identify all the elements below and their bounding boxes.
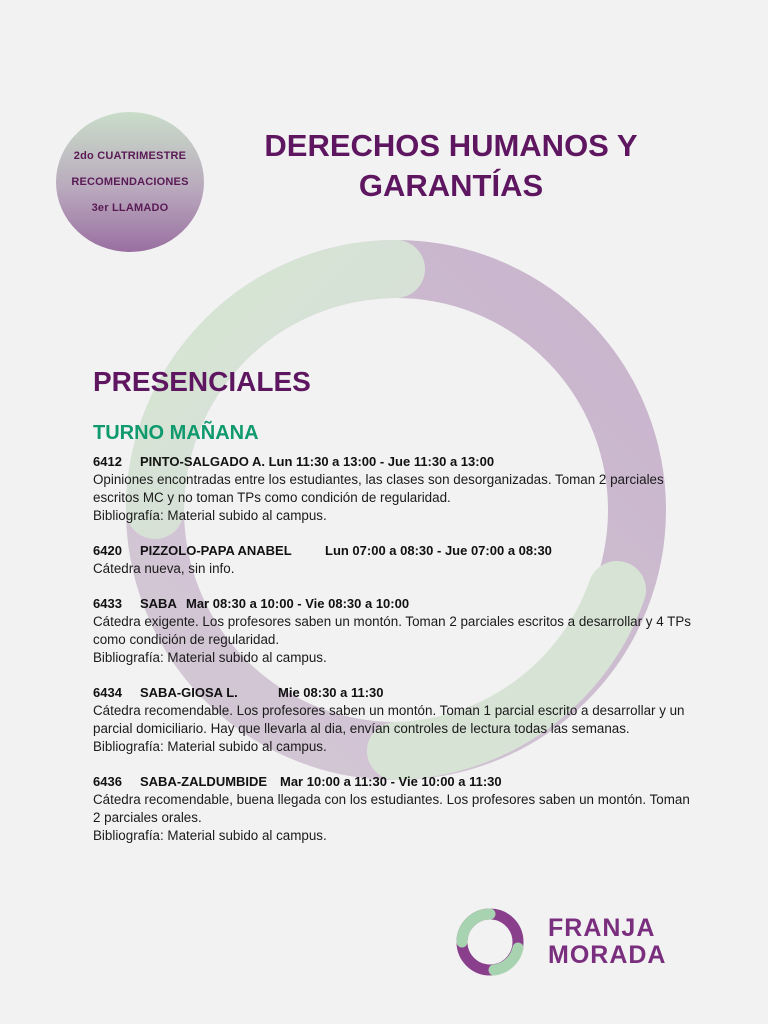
badge-line-2: RECOMENDACIONES [71,176,189,188]
course-comments: Cátedra recomendable. Los profesores saben un montón. Toman 1 parcial escrito a desarrollar y un parcial domiciliario. Hay que llevarla al dia, envían controles de lectura todas las semanas. [93,703,685,736]
shift-title: TURNO MAÑANA [93,422,259,444]
course-professor: SABA-GIOSA L. [140,685,238,700]
course-code: 6433 [93,596,122,611]
course-item [93,453,693,525]
semester-badge [56,112,204,252]
page-title [226,126,676,206]
course-comments: Cátedra exigente. Los profesores saben un montón. Toman 2 parciales escritos a desarrollar y 4 TPs como condición de regularidad. [93,614,691,647]
course-item [93,595,693,667]
course-schedule: Lun 11:30 a 13:00 - Jue 11:30 a 13:00 [268,454,495,469]
course-item [93,684,693,756]
course-code: 6434 [93,685,122,700]
section-title: PRESENCIALES [93,366,311,397]
course-description [93,560,693,578]
title-line-2: GARANTÍAS [358,168,544,203]
course-code: 6436 [93,774,122,789]
course-description [93,613,693,667]
course-bibliography: Bibliografía: Material subido al campus. [93,508,327,523]
course-code: 6412 [93,454,122,469]
course-professor: SABA [140,596,177,611]
course-bibliography: Bibliografía: Material subido al campus. [93,650,327,665]
ring-logo-icon [454,906,526,978]
course-professor: SABA-ZALDUMBIDE [140,774,268,789]
logo-line-2: MORADA [548,941,667,969]
badge-line-3: 3er LLAMADO [91,202,169,214]
course-description [93,791,693,845]
course-schedule: Mar 10:00 a 11:30 - Vie 10:00 a 11:30 [280,774,502,789]
course-comments: Cátedra nueva, sin info. [93,561,235,576]
title-line-1: DERECHOS HUMANOS Y [264,128,638,163]
course-schedule: Mar 08:30 a 10:00 - Vie 08:30 a 10:00 [186,596,410,611]
course-schedule: Lun 07:00 a 08:30 - Jue 07:00 a 08:30 [325,543,552,558]
course-list [93,453,693,862]
logo-line-1: FRANJA [548,914,656,942]
badge-line-1: 2do CUATRIMESTRE [73,150,187,162]
course-schedule: Mie 08:30 a 11:30 [278,685,384,700]
logo-text [548,915,667,969]
course-item [93,773,693,845]
course-professor: PIZZOLO-PAPA ANABEL [140,543,292,558]
course-header [93,773,693,791]
course-code: 6420 [93,543,122,558]
course-header [93,684,693,702]
course-header [93,453,693,471]
franja-morada-logo [454,906,667,978]
course-comments: Opiniones encontradas entre los estudiantes, las clases son desorganizadas. Toman 2 parciales escritos MC y no toman TPs como condición de regularidad. [93,472,664,505]
course-header [93,595,693,613]
course-comments: Cátedra recomendable, buena llegada con los estudiantes. Los profesores saben un montón. Toman 2 parciales orales. [93,792,690,825]
course-item [93,542,693,578]
course-professor: PINTO-SALGADO A. [140,454,265,469]
course-bibliography: Bibliografía: Material subido al campus. [93,739,327,754]
course-bibliography: Bibliografía: Material subido al campus. [93,828,327,843]
course-header [93,542,693,560]
course-description [93,702,693,756]
course-description [93,471,693,525]
